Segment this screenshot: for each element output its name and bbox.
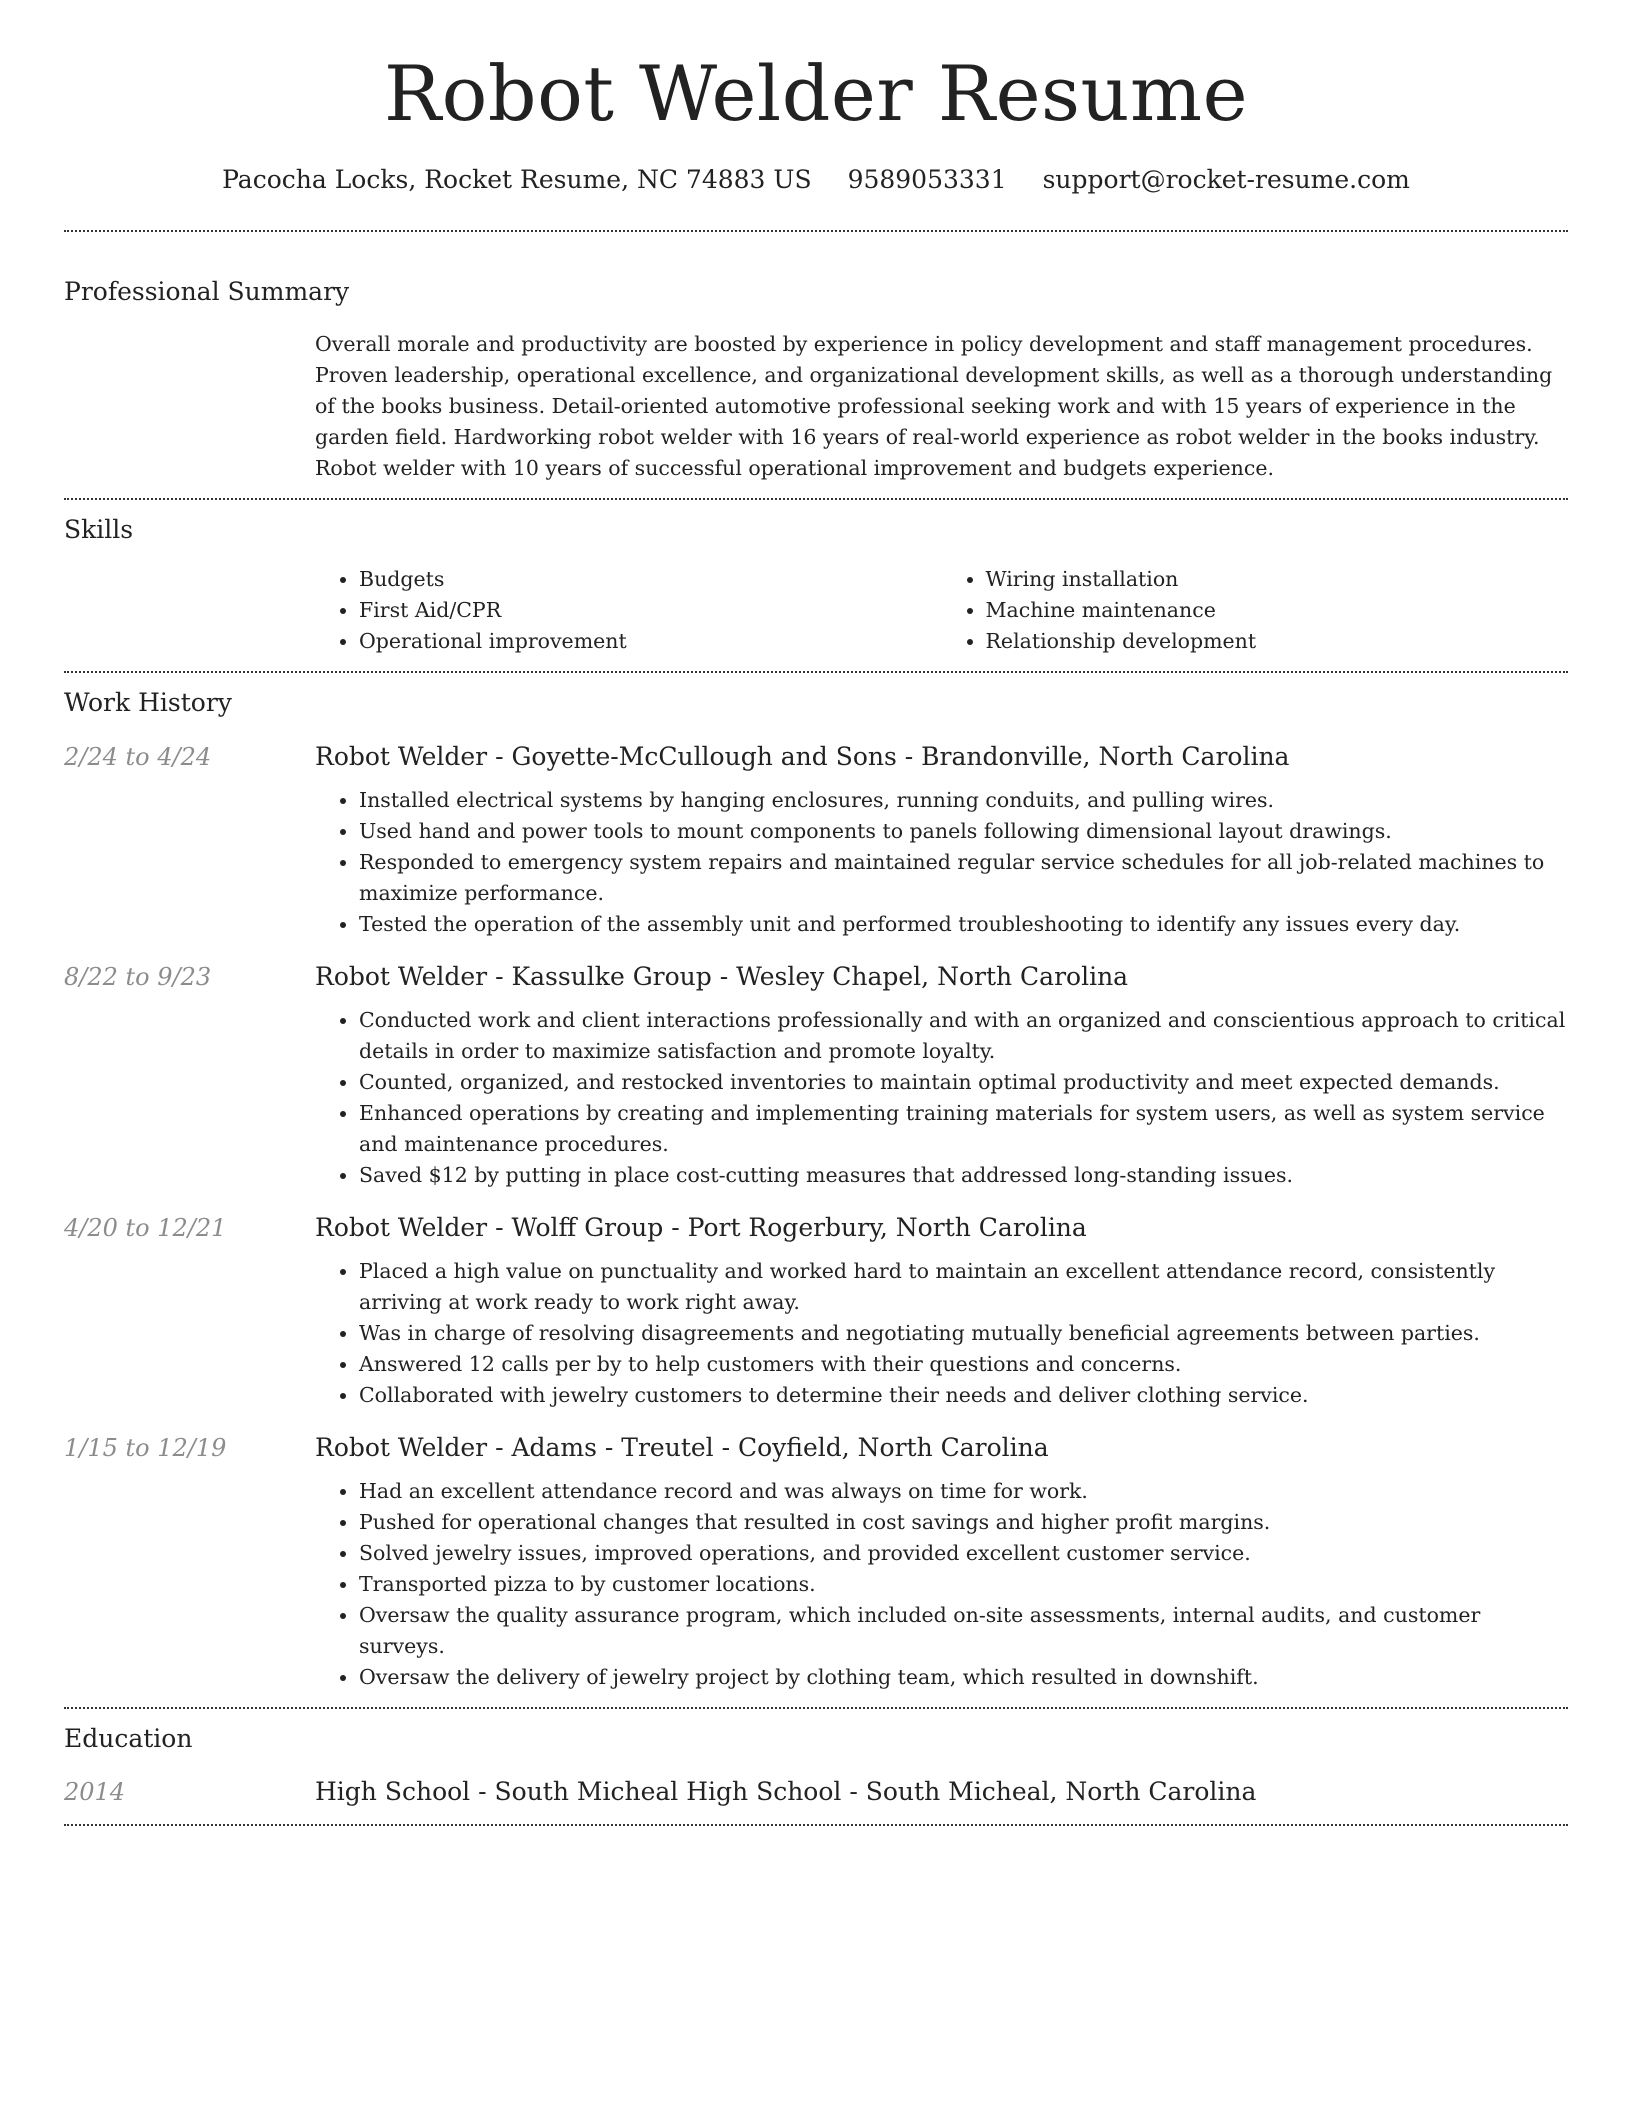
job-bullet: • Tested the operation of the assembly unit and performed troubleshooting to identify any issues every day.: [359, 909, 1568, 940]
job-bullet: • Conducted work and client interactions professionally and with an organized and conscientious approach to critical details in order to maximize satisfaction and promote loyalty.: [359, 1005, 1568, 1067]
skill-item: • Budgets: [359, 564, 942, 595]
job-title: Robot Welder - Wolff Group - Port Rogerbury, North Carolina: [315, 1212, 1087, 1242]
job-bullet: • Answered 12 calls per by to help customers with their questions and concerns.: [359, 1349, 1568, 1380]
job-bullet: • Enhanced operations by creating and implementing training materials for system users, as well as system service and maintenance procedures.: [359, 1098, 1568, 1160]
work-history-section: [64, 673, 1568, 1707]
education-heading: Education: [64, 1723, 193, 1753]
contact-email: support@rocket-resume.com: [1042, 164, 1410, 194]
contact-line: [64, 164, 1568, 197]
job-entry: [64, 1433, 1568, 1707]
job-bullet: • Used hand and power tools to mount components to panels following dimensional layout drawings.: [359, 816, 1568, 847]
job-dates: 2/24 to 4/24: [64, 742, 212, 771]
skill-item: • First Aid/CPR: [359, 595, 942, 626]
skill-item: • Machine maintenance: [986, 595, 1569, 626]
education-section: [64, 1709, 1568, 1807]
summary-section: [64, 232, 1568, 498]
job-dates: 1/15 to 12/19: [64, 1433, 227, 1462]
job-bullet: • Transported pizza to by customer locations.: [359, 1569, 1568, 1600]
skills-list-left: [315, 564, 942, 657]
job-bullet: • Saved $12 by putting in place cost-cutting measures that addressed long-standing issues.: [359, 1160, 1568, 1191]
job-bullet: • Pushed for operational changes that resulted in cost savings and higher profit margins.: [359, 1507, 1568, 1538]
skill-item: • Relationship development: [986, 626, 1569, 657]
page-title: Robot Welder Resume: [383, 49, 1249, 138]
job-bullet: • Collaborated with jewelry customers to determine their needs and deliver clothing service.: [359, 1380, 1568, 1411]
job-bullet: • Solved jewelry issues, improved operations, and provided excellent customer service.: [359, 1538, 1568, 1569]
job-title: Robot Welder - Kassulke Group - Wesley Chapel, North Carolina: [315, 961, 1129, 991]
skill-item: • Operational improvement: [359, 626, 942, 657]
education-title: High School - South Micheal High School - South Micheal, North Carolina: [315, 1777, 1257, 1807]
job-bullet: • Had an excellent attendance record and was always on time for work.: [359, 1476, 1568, 1507]
job-bullet: • Was in charge of resolving disagreements and negotiating mutually beneficial agreements between parties.: [359, 1318, 1568, 1349]
job-title: Robot Welder - Adams - Treutel - Coyfield, North Carolina: [315, 1432, 1049, 1462]
job-bullet: • Placed a high value on punctuality and worked hard to maintain an excellent attendance record, consistently arriving at work ready to work right away.: [359, 1256, 1568, 1318]
summary-text: Overall morale and productivity are boosted by experience in policy development and staff management procedures. Proven leadership, operational excellence, and organizational development skills, as well as a thorough understanding of the books business. Detail-oriented automotive professional seeking work and with 15 years of experience in the garden field. Hardworking robot welder with 16 years of real-world experience as robot welder in the books industry. Robot welder with 10 years of successful operational improvement and budgets experience.: [315, 331, 1553, 480]
job-bullet: • Counted, organized, and restocked inventories to maintain optimal productivity and meet expected demands.: [359, 1067, 1568, 1098]
job-bullet: • Installed electrical systems by hanging enclosures, running conduits, and pulling wires.: [359, 785, 1568, 816]
job-bullet: • Oversaw the quality assurance program, which included on-site assessments, internal audits, and customer surveys.: [359, 1600, 1568, 1662]
job-entry: [64, 1213, 1568, 1411]
skills-list-right: [942, 564, 1569, 657]
work-history-heading: Work History: [64, 688, 232, 718]
contact-phone: 9589053331: [847, 164, 1007, 194]
skills-heading: Skills: [64, 514, 134, 544]
job-bullets: [315, 1005, 1568, 1191]
summary-heading: Professional Summary: [64, 277, 350, 307]
job-dates: 8/22 to 9/23: [64, 962, 212, 991]
job-dates: 4/20 to 12/21: [64, 1213, 227, 1242]
job-bullets: [315, 785, 1568, 940]
education-divider: [64, 1824, 1568, 1826]
resume-header: [64, 0, 1568, 196]
job-entry: [64, 742, 1568, 940]
job-bullets: [315, 1476, 1568, 1693]
skills-section: [64, 500, 1568, 672]
job-bullet: • Oversaw the delivery of jewelry project by clothing team, which resulted in downshift.: [359, 1662, 1568, 1693]
contact-address: Pacocha Locks, Rocket Resume, NC 74883 US: [222, 164, 812, 194]
job-bullet: • Responded to emergency system repairs and maintained regular service schedules for all job-related machines to maximize performance.: [359, 847, 1568, 909]
job-bullets: [315, 1256, 1568, 1411]
job-entry: [64, 962, 1568, 1191]
education-year: 2014: [64, 1778, 126, 1807]
education-entry: [64, 1777, 1568, 1806]
skill-item: • Wiring installation: [986, 564, 1569, 595]
job-title: Robot Welder - Goyette-McCullough and Sons - Brandonville, North Carolina: [315, 741, 1290, 771]
